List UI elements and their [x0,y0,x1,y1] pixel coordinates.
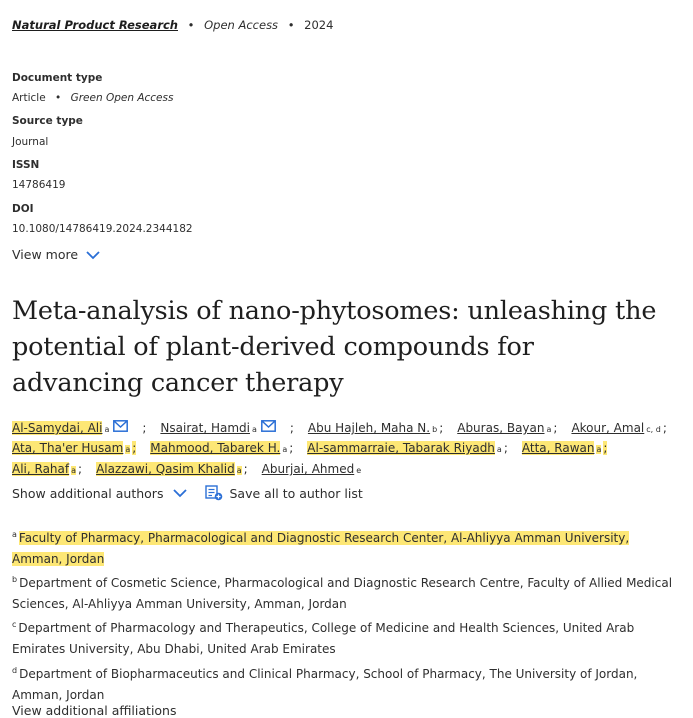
author-separator: ; [662,421,667,435]
author-link[interactable]: Atta, Rawan [521,441,595,455]
author-separator: ; [243,462,248,476]
affiliation-sup: a [12,530,17,539]
document-type: Article [12,92,46,104]
author-link[interactable]: Ali, Rahaf [12,462,70,476]
author-affiliation-sup: a [282,445,288,454]
author-affiliation-sup: a [125,445,131,454]
affiliation-d [12,660,677,706]
green-open-access: Green Open Access [70,92,174,104]
affiliation-sup: c [12,620,17,629]
separator-dot: • [287,18,295,32]
author-affiliation-sup: a [251,425,257,434]
author-affiliation-sup: a [236,466,242,475]
author-affiliation-sup: a [496,445,502,454]
author-separator: ; [553,421,558,435]
source-type-value: Journal [12,136,49,148]
author-affiliation-sup: b [432,425,438,434]
authors-row [12,462,361,476]
author-link[interactable]: Mahmood, Tabarek H. [150,441,281,455]
authors-row [12,420,681,435]
author-link[interactable]: Al-Samydai, Ali [12,421,103,435]
separator-dot: • [187,18,195,32]
journal-link[interactable]: Natural Product Research [12,18,178,32]
view-more-label: View more [12,247,79,262]
view-additional-affiliations-button[interactable]: View additional affiliations [12,703,177,718]
author-separator: ; [132,441,137,455]
author-separator: ; [503,441,508,455]
author-affiliation-sup: a [71,466,77,475]
author-affiliation-sup: e [356,466,362,475]
doi-label: DOI [12,203,34,215]
author-link[interactable]: Abu Hajleh, Maha N. [307,421,431,435]
author-affiliation-sup: a [596,445,602,454]
email-icon[interactable] [261,420,276,432]
affiliation-sup: b [12,575,18,584]
authors-row [12,441,621,455]
chevron-down-icon [86,250,100,260]
show-additional-authors-button[interactable]: Show additional authors [12,485,164,501]
author-actions [12,485,363,501]
author-affiliation-sup: a [104,425,110,434]
author-affiliation-sup: c, d [646,425,661,434]
document-type-value [12,92,173,104]
chevron-down-icon[interactable] [173,488,187,498]
author-link[interactable]: Alazzawi, Qasim Khalid [96,462,235,476]
author-affiliation-sup: a [546,425,552,434]
author-separator: ; [439,421,444,435]
source-line [12,18,333,32]
separator-dot: • [55,92,62,104]
affiliation-text: Department of Cosmetic Science, Pharmacological and Diagnostic Research Centre, Faculty of Allied Medical Sciences, Al-Ahliyya Amman University, Amman, Jordan [12,576,673,611]
author-separator: ; [289,441,294,455]
author-link[interactable]: Aburas, Bayan [457,421,545,435]
author-separator: ; [142,421,147,435]
affiliation-text: Department of Pharmacology and Therapeutics, College of Medicine and Health Sciences, United Arab Emirates University, Abu Dhabi, United Arab Emirates [12,621,635,656]
article-title: Meta-analysis of nano-phytosomes: unleashing the potential of plant-derived compounds for advancing cancer therapy [12,296,657,398]
save-all-to-author-list-button[interactable]: Save all to author list [229,485,363,501]
author-separator: ; [289,421,294,435]
affiliation-text: Department of Biopharmaceutics and Clinical Pharmacy, School of Pharmacy, The University of Jordan, Amman, Jordan [12,667,638,702]
document-type-label: Document type [12,72,103,84]
author-link[interactable]: Akour, Amal [571,421,645,435]
author-link[interactable]: Ata, Tha'er Husam [12,441,124,455]
source-type-label: Source type [12,115,83,127]
affiliation-c [12,614,677,660]
issn-value: 14786419 [12,179,66,191]
affiliation-text: Faculty of Pharmacy, Pharmacological and Diagnostic Research Center, Al-Ahliyya Amman University, Amman, Jordan [12,531,630,566]
affiliation-a [12,524,677,570]
author-link[interactable]: Aburjai, Ahmed [261,462,355,476]
author-separator: ; [78,462,83,476]
affiliation-sup: d [12,666,18,675]
publication-year: 2024 [304,18,334,32]
open-access-label: Open Access [204,18,279,32]
author-separator: ; [603,441,608,455]
author-link[interactable]: Al-sammarraie, Tabarak Riyadh [307,441,495,455]
issn-label: ISSN [12,159,40,171]
doi-value[interactable]: 10.1080/14786419.2024.2344182 [12,223,193,235]
affiliation-b [12,569,677,615]
author-link[interactable]: Nsairat, Hamdi [160,421,250,435]
view-more-button[interactable] [12,247,100,262]
email-icon[interactable] [113,420,128,432]
author-list-add-icon[interactable] [205,485,223,501]
